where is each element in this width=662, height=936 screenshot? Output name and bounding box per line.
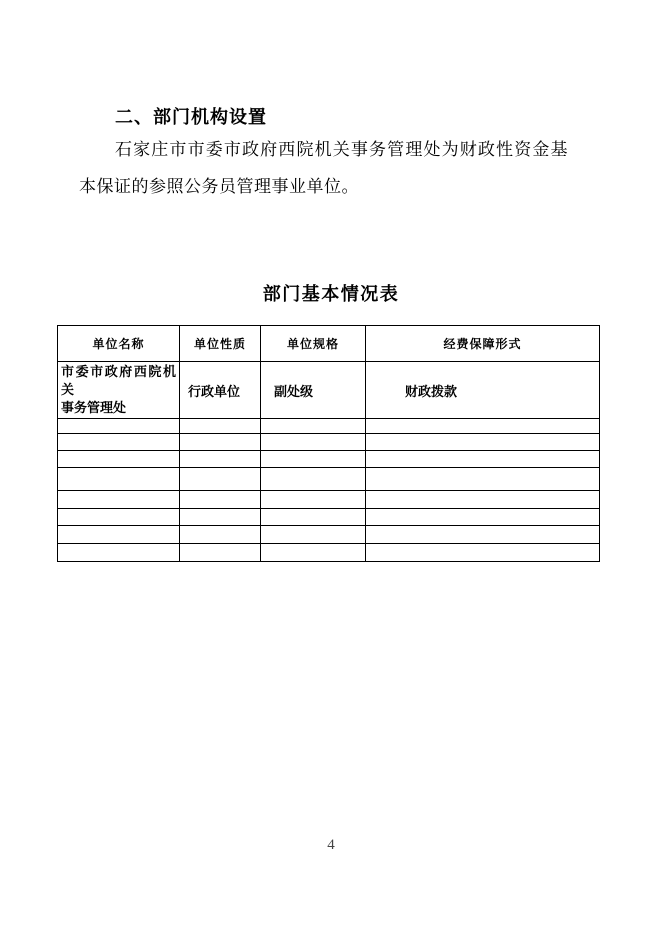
body-paragraph — [79, 131, 568, 205]
header-unit-grade: 单位规格 — [261, 326, 366, 362]
section-heading: 二、部门机构设置 — [115, 107, 267, 127]
page-number: 4 — [327, 837, 335, 853]
empty-table-row — [58, 451, 600, 468]
cell-unit-nature: 行政单位 — [180, 362, 261, 419]
header-unit-nature: 单位性质 — [180, 326, 261, 362]
empty-table-row — [58, 526, 600, 544]
empty-table-row — [58, 419, 600, 434]
empty-table-row — [58, 468, 600, 491]
paragraph-line: 石家庄市市委市政府西院机关事务管理处为财政性资金基 — [115, 140, 568, 159]
department-basic-info-table — [57, 325, 600, 562]
header-unit-name: 单位名称 — [58, 326, 180, 362]
cell-funding-form: 财政拨款 — [366, 362, 600, 419]
table-title: 部门基本情况表 — [262, 284, 400, 304]
empty-table-row — [58, 509, 600, 526]
cell-unit-name — [58, 362, 180, 419]
unit-name-line: 事务管理处 — [61, 400, 127, 415]
table-row — [58, 362, 600, 419]
cell-unit-grade: 副处级 — [261, 362, 366, 419]
unit-name-line: 市委市政府西院机关 — [61, 364, 176, 397]
empty-table-row — [58, 491, 600, 509]
empty-table-row — [58, 434, 600, 451]
empty-table-row — [58, 544, 600, 562]
header-funding-form: 经费保障形式 — [366, 326, 600, 362]
table-header-row — [58, 326, 600, 362]
paragraph-line: 本保证的参照公务员管理事业单位。 — [79, 177, 359, 196]
